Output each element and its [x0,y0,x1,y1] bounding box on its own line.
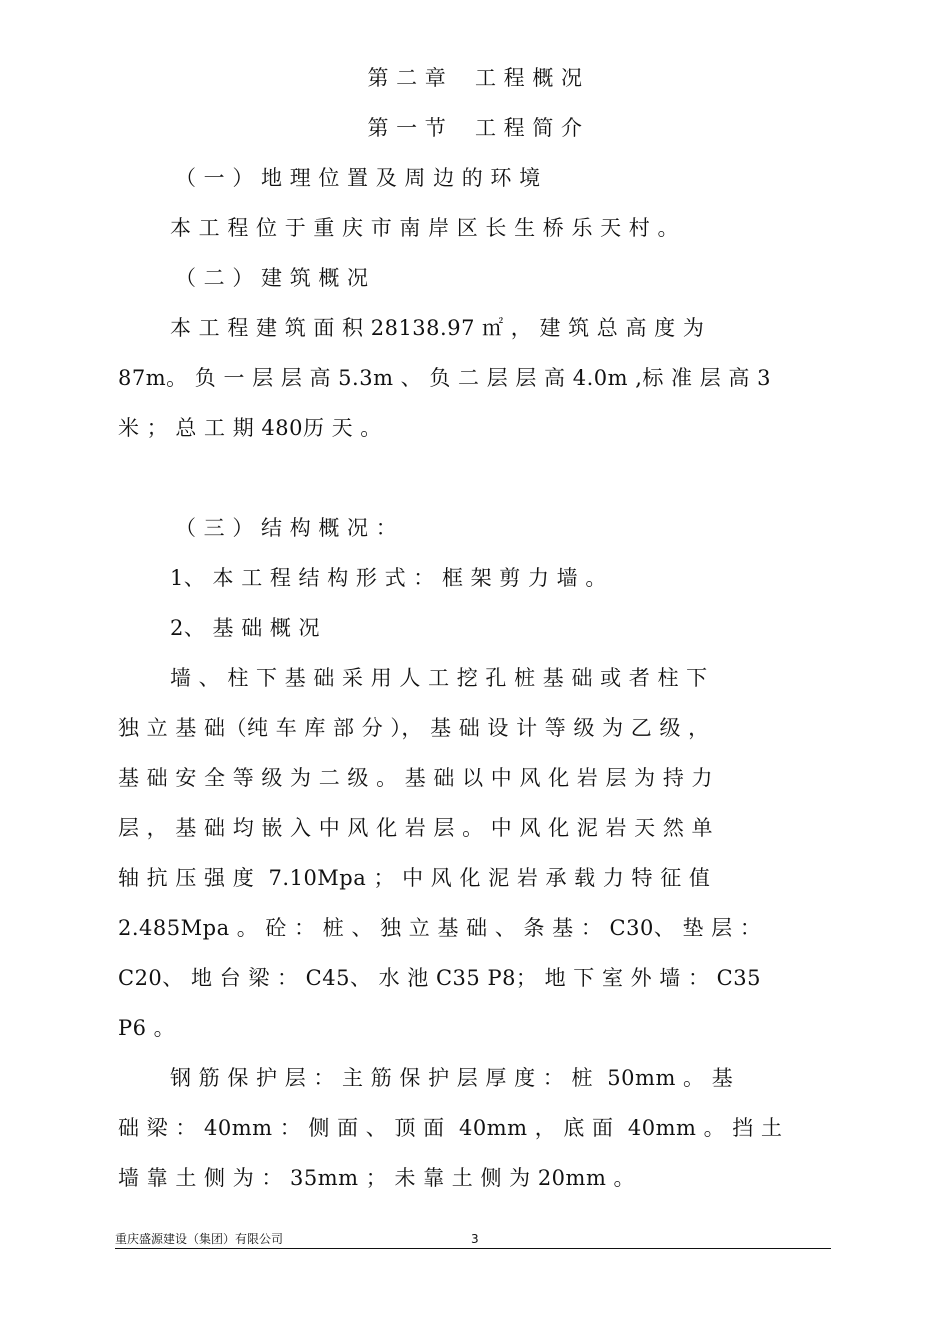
paragraph-building-line-3: 米 ； 总 工 期 480历 天 。 [118,416,382,440]
paragraph-foundation-line-5: 轴 抗 压 强 度 7.10Mpa ； 中 风 化 泥 岩 承 载 力 特 征 值 [118,866,711,890]
paragraph-foundation-line-8: P6 。 [118,1016,176,1040]
paragraph-location: 本 工 程 位 于 重 庆 市 南 岸 区 长 生 桥 乐 天 村 。 [170,216,679,240]
heading-location: （ 一 ） 地 理 位 置 及 周 边 的 环 境 [175,166,541,190]
section-title: 第 一 节 工 程 简 介 [367,116,583,140]
footer-company: 重庆盛源建设（集团）有限公司 [115,1232,284,1246]
item-structure-form: 1、 本 工 程 结 构 形 式 ： 框 架 剪 力 墙 。 [170,566,607,590]
paragraph-cover-line-1: 钢 筋 保 护 层 ： 主 筋 保 护 层 厚 度 ： 桩 50mm 。 基 [170,1066,734,1090]
paragraph-foundation-line-1: 墙 、 柱 下 基 础 采 用 人 工 挖 孔 桩 基 础 或 者 柱 下 [170,666,708,690]
paragraph-cover-line-3: 墙 靠 土 侧 为 ： 35mm ； 未 靠 土 侧 为 20mm 。 [118,1166,636,1190]
paragraph-building-line-1: 本 工 程 建 筑 面 积 28138.97 ㎡ ， 建 筑 总 高 度 为 [170,316,705,340]
paragraph-foundation-line-6: 2.485Mpa 。 砼 ： 桩 、 独 立 基 础 、 条 基 ： C30、 垫 层 ： [118,916,762,940]
chapter-title: 第 二 章 工 程 概 况 [367,66,583,90]
page-footer [115,1232,831,1249]
paragraph-building-line-2: 87m。 负 一 层 层 高 5.3m 、 负 二 层 层 高 4.0m ,标 准 层 高 3 [118,366,771,390]
heading-structure: （ 三 ） 结 构 概 况 ： [175,516,398,540]
paragraph-foundation-line-3: 基 础 安 全 等 级 为 二 级 。 基 础 以 中 风 化 岩 层 为 持 力 [118,766,714,790]
paragraph-cover-line-2: 础 梁 ： 40mm ： 侧 面 、 顶 面 40mm ， 底 面 40mm 。 挡 土 [118,1116,783,1140]
paragraph-foundation-line-7: C20、 地 台 梁 ： C45、 水 池 C35 P8； 地 下 室 外 墙 ： C35 [118,966,761,990]
paragraph-foundation-line-2: 独 立 基 础（纯 车 库 部 分 ）， 基 础 设 计 等 级 为 乙 级 ， [118,716,710,740]
footer-page-number: 3 [471,1232,479,1246]
paragraph-foundation-line-4: 层 ， 基 础 均 嵌 入 中 风 化 岩 层 。 中 风 化 泥 岩 天 然 单 [118,816,714,840]
heading-building: （ 二 ） 建 筑 概 况 [175,266,369,290]
item-foundation: 2、 基 础 概 况 [170,616,321,640]
